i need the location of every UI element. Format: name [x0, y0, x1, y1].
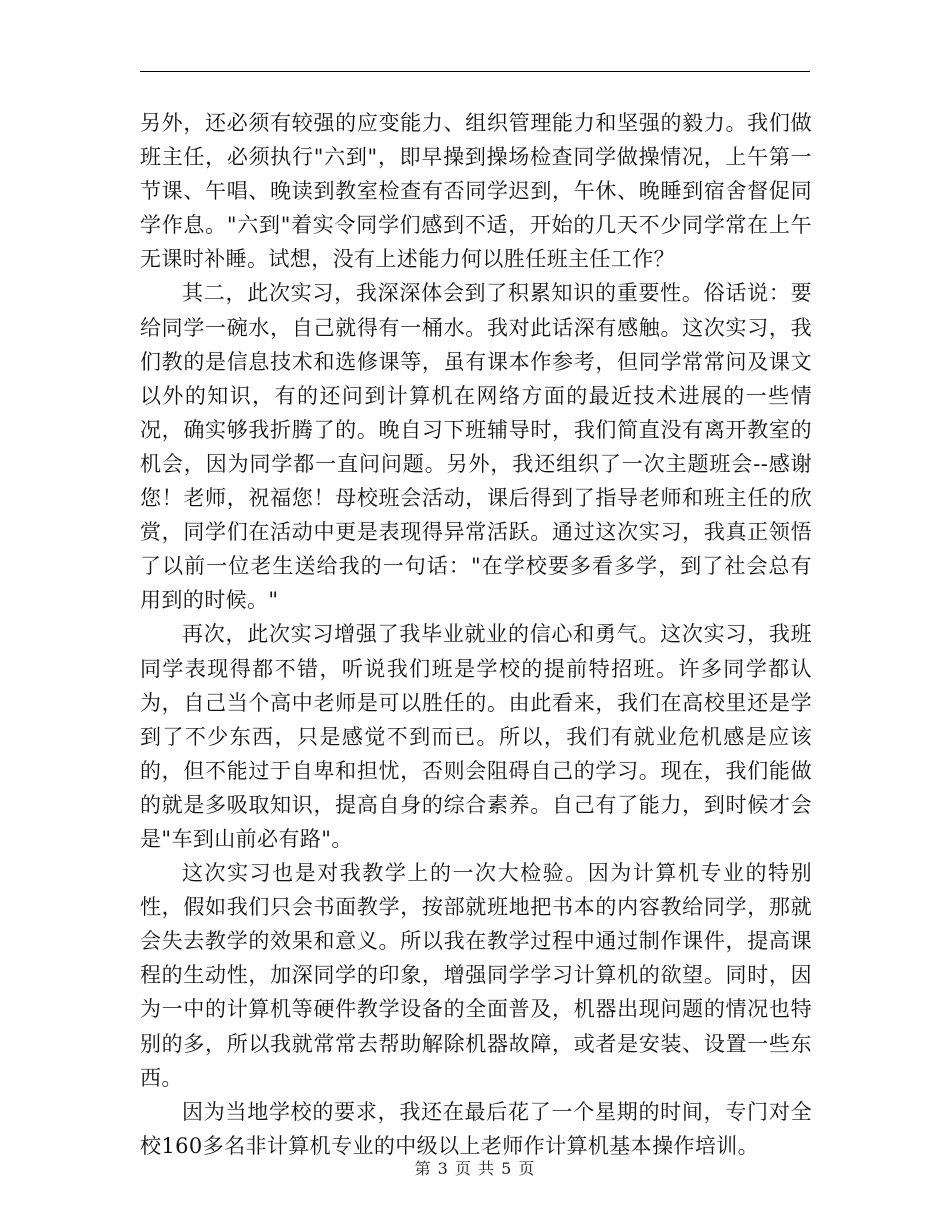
paragraph-4: 这次实习也是对我教学上的一次大检验。因为计算机专业的特别性，假如我们只会书面教学，按部就班地把书本的内容教给同学，那就会失去教学的效果和意义。所以我在教学过程中通过制作课件，提高课程的生动性，加深同学的印象，增强同学学习计算机的欲望。同时，因为一中的计算机等硬件教学设备的全面普及，机器出现问题的情况也特别的多，所以我就常常去帮助解除机器故障，或者是安装、设置一些东西。 — [140, 861, 812, 1090]
paragraph-3: 再次，此次实习增强了我毕业就业的信心和勇气。这次实习，我班同学表现得都不错，听说我们班是学校的提前特招班。许多同学都认为，自己当个高中老师是可以胜任的。由此看来，我们在高校里还是学到了不少东西，只是感觉不到而已。所以，我们有就业危机感是应该的，但不能过于自卑和担忧，否则会阻碍自己的学习。现在，我们能做的就是多吸取知识，提高自身的综合素养。自己有了能力，到时候才会是"车到山前必有路"。 — [140, 622, 812, 851]
paragraph-2: 其二，此次实习，我深深体会到了积累知识的重要性。俗话说：要给同学一碗水，自己就得有一桶水。我对此话深有感触。这次实习，我们教的是信息技术和选修课等，虽有课本作参考，但同学常常问及课文以外的知识，有的还问到计算机在网络方面的最近技术进展的一些情况，确实够我折腾了的。晚自习下班辅导时，我们简直没有离开教室的机会，因为同学都一直问问题。另外，我还组织了一次主题班会--感谢您！老师，祝福您！母校班会活动，课后得到了指导老师和班主任的欣赏，同学们在活动中更是表现得异常活跃。通过这次实习，我真正领悟了以前一位老生送给我的一句话："在学校要多看多学，到了社会总有用到的时候。" — [140, 281, 812, 613]
document-body — [140, 106, 812, 1163]
paragraph-5: 因为当地学校的要求，我还在最后花了一个星期的时间，专门对全校160多名非计算机专业的中级以上老师作计算机基本操作培训。 — [140, 1099, 812, 1158]
paragraph-1: 另外，还必须有较强的应变能力、组织管理能力和坚强的毅力。我们做班主任，必须执行"六到"，即早操到操场检查同学做操情况，上午第一节课、午唱、晚读到教室检查有否同学迟到，午休、晚睡到宿舍督促同学作息。"六到"着实令同学们感到不适，开始的几天不少同学常在上午无课时补睡。试想，没有上述能力何以胜任班主任工作？ — [140, 111, 812, 272]
page-number-footer: 第 3 页 共 5 页 — [414, 1159, 536, 1178]
header-rule — [140, 71, 810, 72]
